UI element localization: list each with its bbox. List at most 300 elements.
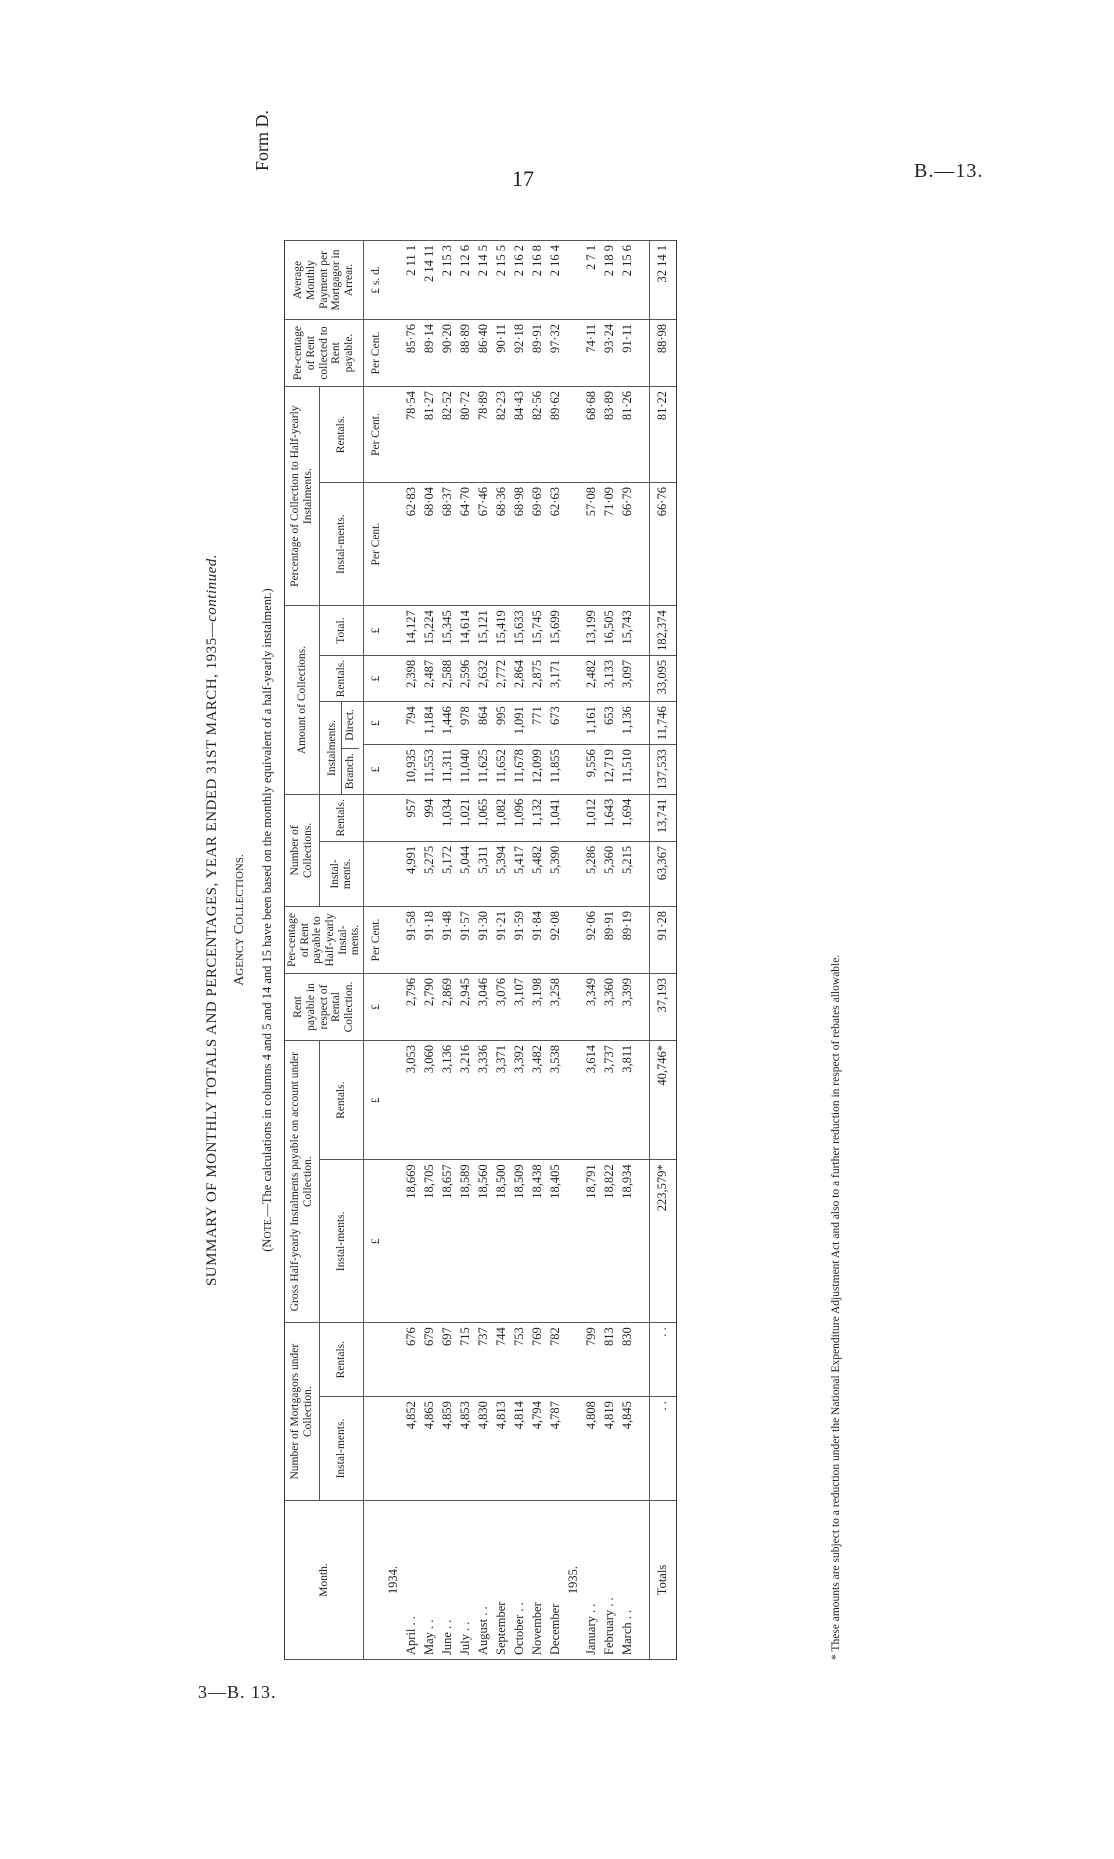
value-cell-rent: 2,869 xyxy=(439,974,457,1041)
sub-pct-instal: Instal-ments. xyxy=(320,483,364,606)
month-cell: December xyxy=(547,1501,565,1660)
main-title-text: SUMMARY OF MONTHLY TOTALS AND PERCENTAGES, YEAR ENDED 31ST MARCH, 1935— xyxy=(204,621,220,1287)
empty-cell xyxy=(385,241,403,320)
col-number-collections: Number of Collections. xyxy=(285,794,320,906)
value-cell-m_i: 4,865 xyxy=(421,1397,439,1501)
empty-cell xyxy=(565,483,583,606)
empty-cell xyxy=(637,483,650,606)
value-cell-g_r: 3,136 xyxy=(439,1041,457,1160)
value-cell-p_rc: 91·11 xyxy=(619,320,637,387)
total-cell-br: 137,533 xyxy=(649,745,676,795)
value-cell-dr: 771 xyxy=(529,702,547,745)
month-cell: May . . xyxy=(421,1501,439,1660)
value-cell-m_r: 799 xyxy=(583,1323,601,1397)
month-cell: October . . xyxy=(511,1501,529,1660)
value-cell-g_i: 18,509 xyxy=(511,1160,529,1323)
value-cell-n_i: 4,991 xyxy=(403,841,421,906)
unit-cell: £ xyxy=(363,974,385,1041)
unit-cell: Per Cent. xyxy=(363,320,385,387)
empty-cell xyxy=(637,1397,650,1501)
value-cell-br: 12,719 xyxy=(601,745,619,795)
value-cell-a_r: 2,588 xyxy=(439,655,457,701)
value-cell-dr: 864 xyxy=(475,702,493,745)
value-cell-tot: 13,199 xyxy=(583,606,601,656)
total-cell-avg: 32 14 1 xyxy=(649,241,676,320)
empty-cell xyxy=(565,320,583,387)
value-cell-p_rc: 89·91 xyxy=(529,320,547,387)
totals-label: Totals xyxy=(649,1501,676,1660)
empty-cell xyxy=(565,655,583,701)
unit-cell: £ xyxy=(363,655,385,701)
value-cell-avg: 2 16 2 xyxy=(511,241,529,320)
value-cell-g_r: 3,538 xyxy=(547,1041,565,1160)
value-cell-p_r: 82·52 xyxy=(439,387,457,483)
empty-cell xyxy=(565,794,583,841)
empty-cell xyxy=(637,702,650,745)
value-cell-p_r: 78·89 xyxy=(475,387,493,483)
empty-cell xyxy=(565,974,583,1041)
empty-cell xyxy=(385,1160,403,1323)
value-cell-n_i: 5,482 xyxy=(529,841,547,906)
value-cell-m_r: 679 xyxy=(421,1323,439,1397)
table-row xyxy=(403,241,421,1660)
total-cell-m_r: . . xyxy=(649,1323,676,1397)
value-cell-avg: 2 15 5 xyxy=(493,241,511,320)
value-cell-dr: 673 xyxy=(547,702,565,745)
sub-gross-instal: Instal-ments. xyxy=(320,1160,364,1323)
value-cell-p_rc: 74·11 xyxy=(583,320,601,387)
empty-cell xyxy=(385,974,403,1041)
unit-cell xyxy=(363,1397,385,1501)
value-cell-n_i: 5,275 xyxy=(421,841,439,906)
total-cell-dr: 11,746 xyxy=(649,702,676,745)
value-cell-tot: 16,505 xyxy=(601,606,619,656)
value-cell-rent: 3,360 xyxy=(601,974,619,1041)
value-cell-p_r: 81·26 xyxy=(619,387,637,483)
empty-cell xyxy=(637,745,650,795)
value-cell-pct: 89·19 xyxy=(619,907,637,974)
unit-cell: £ s. d. xyxy=(363,241,385,320)
value-cell-g_i: 18,500 xyxy=(493,1160,511,1323)
value-cell-n_i: 5,172 xyxy=(439,841,457,906)
unit-cell: £ xyxy=(363,1041,385,1160)
table-row xyxy=(475,241,493,1660)
value-cell-br: 12,099 xyxy=(529,745,547,795)
col-pct-collection: Percentage of Collection to Half-yearly Instalments. xyxy=(285,387,320,606)
value-cell-n_r: 994 xyxy=(421,794,439,841)
total-cell-g_i: 223,579* xyxy=(649,1160,676,1323)
note-label-rest: OTE. xyxy=(263,1216,274,1239)
unit-cell: Per Cent. xyxy=(363,907,385,974)
year-row xyxy=(565,241,583,1660)
value-cell-p_i: 57·08 xyxy=(583,483,601,606)
value-cell-dr: 653 xyxy=(601,702,619,745)
sub-instalments-label: Instalments. xyxy=(324,702,342,794)
value-cell-p_r: 78·54 xyxy=(403,387,421,483)
value-cell-dr: 1,136 xyxy=(619,702,637,745)
value-cell-br: 11,678 xyxy=(511,745,529,795)
value-cell-p_i: 69·69 xyxy=(529,483,547,606)
value-cell-rent: 3,198 xyxy=(529,974,547,1041)
empty-cell xyxy=(637,1323,650,1397)
empty-cell xyxy=(385,387,403,483)
value-cell-pct: 91·59 xyxy=(511,907,529,974)
value-cell-br: 11,040 xyxy=(457,745,475,795)
month-cell: January . . xyxy=(583,1501,601,1660)
total-cell-a_r: 33,095 xyxy=(649,655,676,701)
value-cell-a_r: 3,133 xyxy=(601,655,619,701)
value-cell-rent: 3,076 xyxy=(493,974,511,1041)
value-cell-g_i: 18,657 xyxy=(439,1160,457,1323)
month-cell: September xyxy=(493,1501,511,1660)
value-cell-p_r: 83·89 xyxy=(601,387,619,483)
month-cell: November xyxy=(529,1501,547,1660)
value-cell-p_rc: 85·76 xyxy=(403,320,421,387)
value-cell-m_r: 676 xyxy=(403,1323,421,1397)
empty-cell xyxy=(565,745,583,795)
value-cell-dr: 1,161 xyxy=(583,702,601,745)
value-cell-dr: 995 xyxy=(493,702,511,745)
value-cell-pct: 89·91 xyxy=(601,907,619,974)
value-cell-avg: 2 15 3 xyxy=(439,241,457,320)
empty-cell xyxy=(385,841,403,906)
value-cell-br: 11,311 xyxy=(439,745,457,795)
col-amount-collections: Amount of Collections. xyxy=(285,606,320,795)
value-cell-m_i: 4,814 xyxy=(511,1397,529,1501)
value-cell-tot: 15,633 xyxy=(511,606,529,656)
value-cell-n_r: 1,082 xyxy=(493,794,511,841)
value-cell-n_i: 5,394 xyxy=(493,841,511,906)
value-cell-br: 11,510 xyxy=(619,745,637,795)
value-cell-p_i: 62·83 xyxy=(403,483,421,606)
empty-cell xyxy=(565,241,583,320)
subtitle-initial-a: A xyxy=(232,975,247,986)
totals-row xyxy=(649,241,676,1660)
table-row xyxy=(439,241,457,1660)
table-row xyxy=(529,241,547,1660)
sub-title xyxy=(232,180,248,1660)
subtitle-word-collections: OLLECTIONS. xyxy=(234,854,246,925)
month-cell: April . . xyxy=(403,1501,421,1660)
total-cell-p_rc: 88·98 xyxy=(649,320,676,387)
empty-cell xyxy=(565,841,583,906)
total-cell-p_r: 81·22 xyxy=(649,387,676,483)
bottom-signature-code: 3—B. 13. xyxy=(198,1682,277,1702)
empty-cell xyxy=(385,745,403,795)
value-cell-p_r: 80·72 xyxy=(457,387,475,483)
value-cell-p_r: 82·56 xyxy=(529,387,547,483)
value-cell-n_r: 1,012 xyxy=(583,794,601,841)
value-cell-m_r: 697 xyxy=(439,1323,457,1397)
rotated-table-page xyxy=(180,80,890,1660)
value-cell-tot: 15,419 xyxy=(493,606,511,656)
value-cell-p_r: 82·23 xyxy=(493,387,511,483)
sub-mortgagors-rentals: Rentals. xyxy=(320,1323,364,1397)
unit-cell xyxy=(363,1501,385,1660)
value-cell-p_r: 84·43 xyxy=(511,387,529,483)
value-cell-rent: 2,796 xyxy=(403,974,421,1041)
unit-cell: £ xyxy=(363,745,385,795)
empty-cell xyxy=(637,907,650,974)
subtitle-initial-c: C xyxy=(232,924,247,935)
value-cell-dr: 1,091 xyxy=(511,702,529,745)
empty-cell xyxy=(565,1160,583,1323)
sub-mortgagors-instal: Instal-ments. xyxy=(320,1397,364,1501)
value-cell-n_r: 1,643 xyxy=(601,794,619,841)
value-cell-p_i: 68·04 xyxy=(421,483,439,606)
value-cell-p_i: 68·98 xyxy=(511,483,529,606)
value-cell-a_r: 2,864 xyxy=(511,655,529,701)
value-cell-n_r: 957 xyxy=(403,794,421,841)
col-month: Month. xyxy=(285,1501,364,1660)
empty-cell xyxy=(565,1397,583,1501)
value-cell-g_i: 18,669 xyxy=(403,1160,421,1323)
value-cell-m_i: 4,819 xyxy=(601,1397,619,1501)
total-cell-n_r: 13,741 xyxy=(649,794,676,841)
value-cell-tot: 15,699 xyxy=(547,606,565,656)
value-cell-n_i: 5,044 xyxy=(457,841,475,906)
month-cell: March . . xyxy=(619,1501,637,1660)
value-cell-pct: 92·06 xyxy=(583,907,601,974)
value-cell-pct: 91·84 xyxy=(529,907,547,974)
value-cell-avg: 2 12 6 xyxy=(457,241,475,320)
value-cell-avg: 2 16 8 xyxy=(529,241,547,320)
value-cell-m_i: 4,808 xyxy=(583,1397,601,1501)
table-row xyxy=(511,241,529,1660)
value-cell-tot: 14,127 xyxy=(403,606,421,656)
value-cell-dr: 1,184 xyxy=(421,702,439,745)
total-cell-rent: 37,193 xyxy=(649,974,676,1041)
value-cell-g_i: 18,560 xyxy=(475,1160,493,1323)
year-row xyxy=(385,241,403,1660)
value-cell-a_r: 2,772 xyxy=(493,655,511,701)
table-row xyxy=(601,241,619,1660)
empty-cell xyxy=(385,1041,403,1160)
value-cell-n_i: 5,215 xyxy=(619,841,637,906)
sub-instalments-split xyxy=(342,702,359,794)
col-pct-rent-payable: Per-centage of Rent payable to Half-yearly Instal-ments. xyxy=(285,907,364,974)
value-cell-p_i: 67·46 xyxy=(475,483,493,606)
value-cell-avg: 2 7 1 xyxy=(583,241,601,320)
value-cell-rent: 3,107 xyxy=(511,974,529,1041)
value-cell-tot: 15,745 xyxy=(529,606,547,656)
value-cell-p_rc: 88·89 xyxy=(457,320,475,387)
empty-cell xyxy=(385,794,403,841)
value-cell-m_i: 4,852 xyxy=(403,1397,421,1501)
value-cell-p_rc: 97·32 xyxy=(547,320,565,387)
value-cell-pct: 91·58 xyxy=(403,907,421,974)
value-cell-g_i: 18,705 xyxy=(421,1160,439,1323)
value-cell-br: 11,855 xyxy=(547,745,565,795)
empty-cell xyxy=(565,907,583,974)
total-cell-pct: 91·28 xyxy=(649,907,676,974)
value-cell-tot: 15,121 xyxy=(475,606,493,656)
unit-cell xyxy=(363,841,385,906)
value-cell-g_r: 3,811 xyxy=(619,1041,637,1160)
value-cell-pct: 91·57 xyxy=(457,907,475,974)
value-cell-m_r: 813 xyxy=(601,1323,619,1397)
total-cell-m_i: . . xyxy=(649,1397,676,1501)
value-cell-p_rc: 86·40 xyxy=(475,320,493,387)
table-row xyxy=(547,241,565,1660)
value-cell-n_r: 1,694 xyxy=(619,794,637,841)
value-cell-tot: 15,224 xyxy=(421,606,439,656)
table-body xyxy=(363,241,676,1660)
value-cell-g_r: 3,216 xyxy=(457,1041,475,1160)
value-cell-a_r: 2,875 xyxy=(529,655,547,701)
value-cell-p_r: 89·62 xyxy=(547,387,565,483)
empty-cell xyxy=(637,655,650,701)
value-cell-m_r: 753 xyxy=(511,1323,529,1397)
month-cell: July . . xyxy=(457,1501,475,1660)
empty-cell xyxy=(385,483,403,606)
value-cell-g_r: 3,614 xyxy=(583,1041,601,1160)
sub-gross-rentals: Rentals. xyxy=(320,1041,364,1160)
subtitle-word-agency: GENCY xyxy=(234,937,246,976)
page-number: 17 xyxy=(512,166,534,191)
value-cell-n_r: 1,021 xyxy=(457,794,475,841)
table-row xyxy=(619,241,637,1660)
value-cell-a_r: 2,596 xyxy=(457,655,475,701)
value-cell-avg: 2 16 4 xyxy=(547,241,565,320)
footnote: * These amounts are subject to a reduction under the National Expenditure Adjustment Act and also to a further reduction in respect of rebates allowable. xyxy=(830,954,842,1660)
document-code: B.—13. xyxy=(914,160,984,182)
value-cell-pct: 91·18 xyxy=(421,907,439,974)
value-cell-g_r: 3,053 xyxy=(403,1041,421,1160)
empty-cell xyxy=(385,702,403,745)
value-cell-g_r: 3,371 xyxy=(493,1041,511,1160)
value-cell-n_i: 5,311 xyxy=(475,841,493,906)
unit-cell xyxy=(363,1323,385,1397)
empty-cell xyxy=(385,1323,403,1397)
unit-cell: £ xyxy=(363,702,385,745)
month-cell: June . . xyxy=(439,1501,457,1660)
value-cell-pct: 91·21 xyxy=(493,907,511,974)
value-cell-a_r: 2,487 xyxy=(421,655,439,701)
month-cell: February . . xyxy=(601,1501,619,1660)
value-cell-n_i: 5,286 xyxy=(583,841,601,906)
sub-amount-total: Total. xyxy=(320,606,364,656)
calculation-note xyxy=(260,180,275,1660)
empty-cell xyxy=(637,606,650,656)
agency-collections-table xyxy=(284,240,677,1660)
value-cell-avg: 2 11 1 xyxy=(403,241,421,320)
value-cell-m_i: 4,813 xyxy=(493,1397,511,1501)
year-label: 1934. xyxy=(385,1501,403,1660)
empty-cell xyxy=(565,702,583,745)
value-cell-p_i: 68·36 xyxy=(493,483,511,606)
col-mortgagors: Number of Mortgagors under Collection. xyxy=(285,1323,320,1501)
value-cell-p_i: 66·79 xyxy=(619,483,637,606)
col-rent-payable: Rent payable in respect of Rental Collection. xyxy=(285,974,364,1041)
value-cell-m_i: 4,794 xyxy=(529,1397,547,1501)
sub-pct-rentals: Rentals. xyxy=(320,387,364,483)
value-cell-p_rc: 92·18 xyxy=(511,320,529,387)
value-cell-dr: 794 xyxy=(403,702,421,745)
empty-cell xyxy=(637,241,650,320)
value-cell-br: 11,652 xyxy=(493,745,511,795)
value-cell-n_i: 5,360 xyxy=(601,841,619,906)
col-pct-rent-collected: Per-centage of Rent collected to Rent payable. xyxy=(285,320,364,387)
value-cell-p_i: 71·09 xyxy=(601,483,619,606)
main-title xyxy=(204,180,221,1660)
value-cell-p_i: 68·37 xyxy=(439,483,457,606)
value-cell-a_r: 3,171 xyxy=(547,655,565,701)
sub-collections-rentals: Rentals. xyxy=(320,794,364,841)
value-cell-n_i: 5,390 xyxy=(547,841,565,906)
value-cell-rent: 3,349 xyxy=(583,974,601,1041)
value-cell-m_r: 744 xyxy=(493,1323,511,1397)
value-cell-m_i: 4,853 xyxy=(457,1397,475,1501)
value-cell-br: 11,553 xyxy=(421,745,439,795)
year-label: 1935. xyxy=(565,1501,583,1660)
value-cell-br: 10,935 xyxy=(403,745,421,795)
value-cell-p_rc: 89·14 xyxy=(421,320,439,387)
value-cell-p_r: 81·27 xyxy=(421,387,439,483)
value-cell-m_r: 769 xyxy=(529,1323,547,1397)
value-cell-g_i: 18,791 xyxy=(583,1160,601,1323)
unit-cell: £ xyxy=(363,1160,385,1323)
value-cell-n_i: 5,417 xyxy=(511,841,529,906)
unit-cell xyxy=(363,794,385,841)
empty-cell xyxy=(565,387,583,483)
value-cell-g_r: 3,737 xyxy=(601,1041,619,1160)
table-row xyxy=(583,241,601,1660)
total-cell-n_i: 63,367 xyxy=(649,841,676,906)
value-cell-tot: 15,743 xyxy=(619,606,637,656)
value-cell-a_r: 2,398 xyxy=(403,655,421,701)
value-cell-avg: 2 15 6 xyxy=(619,241,637,320)
empty-cell xyxy=(565,1041,583,1160)
empty-cell xyxy=(637,387,650,483)
value-cell-p_i: 62·63 xyxy=(547,483,565,606)
unit-cell: Per Cent. xyxy=(363,483,385,606)
sub-amount-rentals: Rentals. xyxy=(320,655,364,701)
value-cell-avg: 2 18 9 xyxy=(601,241,619,320)
value-cell-a_r: 3,097 xyxy=(619,655,637,701)
value-cell-m_i: 4,859 xyxy=(439,1397,457,1501)
sub-direct: Direct. xyxy=(343,709,356,741)
col-gross-instalments: Gross Half-yearly Instalments payable on account under Collection. xyxy=(285,1041,320,1323)
value-cell-p_rc: 90·11 xyxy=(493,320,511,387)
value-cell-g_i: 18,934 xyxy=(619,1160,637,1323)
empty-cell xyxy=(385,907,403,974)
value-cell-rent: 3,046 xyxy=(475,974,493,1041)
value-cell-n_r: 1,041 xyxy=(547,794,565,841)
value-cell-pct: 92·08 xyxy=(547,907,565,974)
empty-cell xyxy=(637,320,650,387)
value-cell-m_r: 830 xyxy=(619,1323,637,1397)
units-row xyxy=(363,241,385,1660)
spacer-row xyxy=(637,241,650,1660)
value-cell-g_r: 3,482 xyxy=(529,1041,547,1160)
value-cell-g_r: 3,060 xyxy=(421,1041,439,1160)
main-title-continued: continued. xyxy=(204,553,220,622)
value-cell-a_r: 2,482 xyxy=(583,655,601,701)
empty-cell xyxy=(565,1323,583,1397)
table-row xyxy=(493,241,511,1660)
note-label: (N xyxy=(260,1238,274,1252)
value-cell-rent: 3,258 xyxy=(547,974,565,1041)
value-cell-p_rc: 90·20 xyxy=(439,320,457,387)
value-cell-g_i: 18,822 xyxy=(601,1160,619,1323)
unit-cell: Per Cent. xyxy=(363,387,385,483)
empty-cell xyxy=(637,841,650,906)
value-cell-n_r: 1,096 xyxy=(511,794,529,841)
month-cell: August . . xyxy=(475,1501,493,1660)
table-row xyxy=(421,241,439,1660)
table-row xyxy=(457,241,475,1660)
